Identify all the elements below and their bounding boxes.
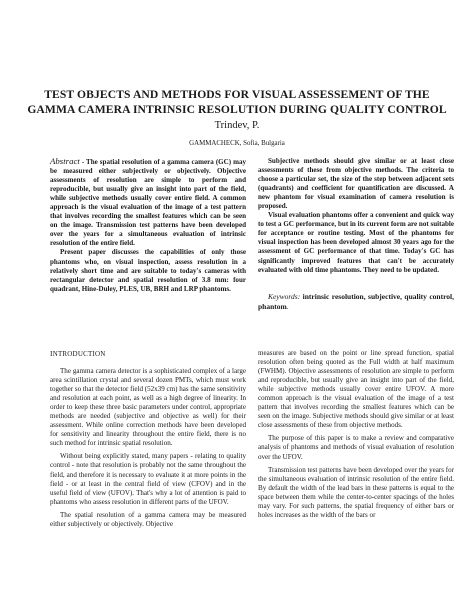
abstract-paragraph-2: Present paper discusses the capabilities of only those phantoms who, on visual inspection, assess resolution in a relatively short time and are suitable to today's cameras with rectangular detector and spatial resolution of 3.8 mm: four quadrant, Hine-Duley, PLES, UB, BRH and LRP phantoms. — [50, 248, 246, 293]
abstract-right-column — [258, 157, 454, 275]
body-right-column — [258, 349, 454, 520]
section-heading-rest: NTRODUCTION — [52, 350, 106, 358]
abstract-left-column — [50, 157, 246, 294]
intro-paragraph-3: The spatial resolution of a gamma camera may be measured either subjectively or objectively. Objective — [50, 510, 246, 528]
intro-paragraph-6: Transmission test patterns have been developed over the years for the simultaneous evaluation of intrinsic resolution of the entire field. By default the width of the lead bars in these patterns is equal to the space between them while the center-to-center spacings of the holes may vary. For such patterns, the spatial frequency of either bars or holes increases as the width of the bars or — [258, 465, 454, 519]
abstract-label: Abstract — [50, 156, 80, 166]
abstract-paragraph-1 — [50, 157, 246, 248]
keywords-end: . — [286, 302, 289, 311]
section-heading-initial: I — [50, 349, 53, 358]
keywords-block — [258, 292, 454, 312]
intro-paragraph-2: Without being explicitly stated, many papers - relating to quality control - note that resolution is probably not the same throughout the field, and therefore it is necessary to evaluate it at more points in the field - or at least in the central field of view (CFOV) and in the useful field of view (UFOV). That's why a lot of attention is paid to phantoms who assess resolution in different parts of the UFOV. — [50, 452, 246, 506]
abstract-text-1: The spatial resolution of a gamma camera (GC) may be measured either subjectively or objectively. Objective assessments of resolution are simple to perform and reproducible, but usually give an insight into part of the field, while subjective methods usually cover entire field. A common approach is the visual evaluation of the image of a test pattern that involves recording the smallest features which can be seen on the image. Transmission test patterns have been developed over the years for a simultaneous evaluation of intrinsic resolution of the entire field. — [50, 158, 246, 248]
intro-paragraph-4: measures are based on the point or line spread function, spatial resolution often being quoted as the Full width at half maximum (FWHM). Objective assessments of resolution are simple to perform and reproducible, but usually give an insight into part of the field, while subjective methods usually cover entire UFOV. A more common approach is the visual evaluation of the image of a test pattern that involves recording the smallest features which can be seen on the image. Subjective methods should give similar or at least close assessments of these from objective methods. — [258, 349, 454, 430]
abstract-separator: - — [79, 158, 87, 166]
section-heading-introduction — [50, 349, 246, 359]
author-affiliation: GAMMACHECK, Sofia, Bulgaria — [189, 140, 285, 147]
author-name: Trindev, P. — [214, 120, 260, 131]
abstract-paragraph-3: Subjective methods should give similar or at least close assessments of these from objective methods. The criteria to choose a particular set, the size of the step between adjacent sets (quadrants) and coefficient for quantification are discussed. A new phantom for visual examination of camera resolution is proposed. — [258, 157, 454, 211]
keywords-line — [258, 292, 454, 312]
paper-title: TEST OBJECTS AND METHODS FOR VISUAL ASSESSEMENT OF THE GAMMA CAMERA INTRINSIC RESOLUTION DURING QUALITY CONTROL — [27, 88, 447, 116]
keywords-label: Keywords — [268, 292, 298, 301]
keywords-text: intrinsic resolution, subjective, quality control, phantom — [258, 292, 454, 311]
abstract-paragraph-4: Visual evaluation phantoms offer a convenient and quick way to test a GC performance, but in its current form are not suitable for acceptance or routine testing. Most of the phantoms for visual inspection has been developed almost 30 years ago for the assessment of GC performance of that time. Today's GC has significantly improved features that can't be accurately evaluated with old time phantoms. They need to be updated. — [258, 211, 454, 274]
intro-paragraph-5: The purpose of this paper is to make a review and comparative analysis of phantoms and methods of visual evaluation of resolution over the UFOV. — [258, 434, 454, 461]
intro-paragraph-1: The gamma camera detector is a sophisticated complex of a large area scintillation crystal and several dozen PMTs, which must work together so that the detector field (52x39 cm) has the same sensitivity and resolution at each point, as well as a high degree of linearity. In order to keep these three basic parameters under control, appropriate methods are needed (subjective and objective as well) for their assessment. While online correction methods have been developed for sensitivity and linearity throughout the entire field, there is no such method for intrinsic spatial resolution. — [50, 367, 246, 448]
keywords-separator: : — [297, 292, 303, 301]
body-left-column — [50, 349, 246, 529]
